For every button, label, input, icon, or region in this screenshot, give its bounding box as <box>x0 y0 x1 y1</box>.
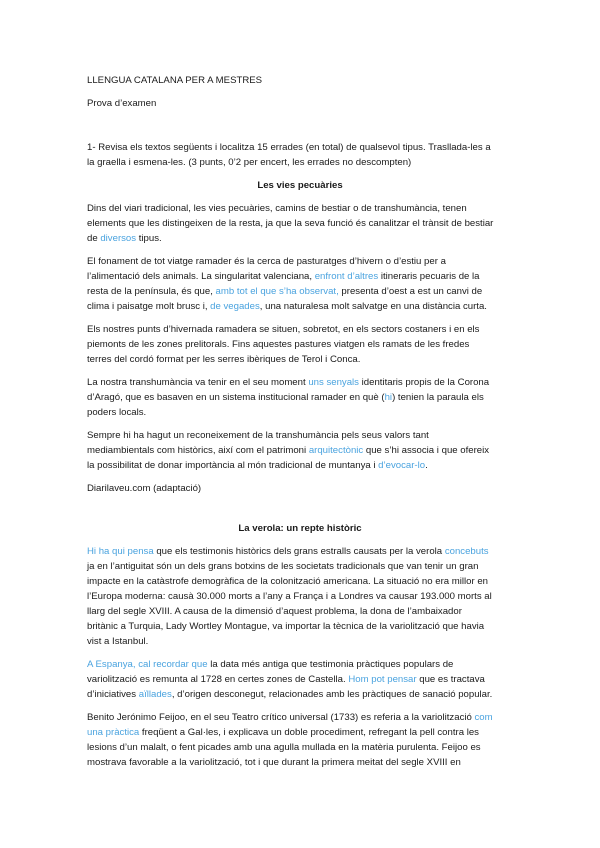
text-segment: mostrava favorable a la variolització, tot i que durant la primera meitat del segle XVIII en <box>87 757 461 768</box>
text-segment: lesions d’un malalt, o fent picades amb una agulla mullada en la matèria purulenta. Feijoo es <box>87 742 481 753</box>
text-segment: impacte en la catàstrofe demogràfica de la colonització americana. La situació no era millor en <box>87 576 489 587</box>
text-segment: l’alimentació dels animals. La singularitat valenciana, <box>87 271 315 282</box>
text-line <box>87 725 517 740</box>
text-line <box>87 619 517 634</box>
text-line <box>87 687 517 702</box>
highlighted-phrase: d’evocar-lo <box>378 460 426 471</box>
text2-title: La verola: un repte històric <box>238 523 362 534</box>
highlighted-phrase: A Espanya, cal recordar que <box>87 659 208 670</box>
highlighted-phrase: hi <box>384 392 393 403</box>
text-segment: poders locals. <box>87 407 147 418</box>
text-line <box>87 710 517 725</box>
text-segment: britànic a Turquia, Lady Wortley Montague, va importar la tècnica de la variolització que havia <box>87 621 485 632</box>
text-segment: clima i paisatge molt brusc i, <box>87 301 211 312</box>
text-line <box>87 672 517 687</box>
text-segment: Benito Jerónimo Feijoo, en el seu Teatro crítico universal (1733) es referia a la variolització <box>87 712 475 723</box>
text-segment: la possibilitat de donar importància al món tradicional de muntanya i <box>87 460 379 471</box>
instruction-line: la graella i esmena-les. (3 punts, 0’2 per encert, les errades no descompten) <box>87 157 412 168</box>
highlighted-phrase: de vegades <box>210 301 260 312</box>
text-line <box>87 428 517 443</box>
text-segment: La nostra transhumància va tenir en el seu moment <box>87 377 309 388</box>
text-line <box>87 544 517 559</box>
text-segment: que els testimonis històrics dels grans estralls causats per la verola <box>153 546 445 557</box>
text-line <box>87 375 517 390</box>
text-line <box>87 299 517 314</box>
text-line <box>87 559 517 574</box>
text-segment: , d’origen desconegut, relacionades amb les pràctiques de sanació popular. <box>171 689 493 700</box>
text-line <box>87 458 517 473</box>
text-line <box>87 216 517 231</box>
text-segment: El fonament de tot viatge ramader és la cerca de pasturatges d’hivern o d’estiu per a <box>87 256 446 267</box>
course-title: LLENGUA CATALANA PER A MESTRES <box>87 75 263 86</box>
highlighted-phrase: com <box>474 712 493 723</box>
text-line <box>87 574 517 589</box>
text-line <box>87 337 517 352</box>
text-segment: terres del cordó format per les serres ibèriques de Terol i Conca. <box>87 354 361 365</box>
text-line <box>87 604 517 619</box>
text-line <box>87 254 517 269</box>
text-segment: Sempre hi ha hagut un reconeixement de la transhumància pels seus valors tant <box>87 430 429 441</box>
highlighted-phrase: uns senyals <box>308 377 359 388</box>
text-line <box>87 740 517 755</box>
text1-title: Les vies pecuàries <box>257 180 343 191</box>
text-segment: ja en l’antiguitat són un dels grans botxins de les societats tradicionals que van tenir un gran <box>87 561 479 572</box>
text-line <box>87 589 517 604</box>
text-line <box>87 269 517 284</box>
highlighted-phrase: enfront d’altres <box>314 271 379 282</box>
text-segment: identitaris propis de la Corona <box>358 377 490 388</box>
text1-source: Diarilaveu.com (adaptació) <box>87 483 202 494</box>
instruction-line: 1- Revisa els textos següents i localitza 15 errades (en total) de qualsevol tipus. Trasllada-les a <box>87 142 491 153</box>
text-segment: Dins del viari tradicional, les vies pecuàries, camins de bestiar o de transhumància, tenen <box>87 203 467 214</box>
text-segment: piemonts de les zones prelitorals. Fins aquestes pastures viatgen els ramats de les fredes <box>87 339 470 350</box>
text-segment: tipus. <box>136 233 162 244</box>
highlighted-phrase: arquitectònic <box>308 445 364 456</box>
text-segment: . <box>425 460 428 471</box>
text-line <box>87 352 517 367</box>
text-line <box>87 443 517 458</box>
highlighted-phrase: concebuts <box>444 546 489 557</box>
text-segment: variolització es remunta al 1728 en certes zones de Castella. <box>87 674 349 685</box>
highlighted-phrase: amb tot el que s’ha observat, <box>215 286 339 297</box>
text-segment: , una naturalesa molt salvatge en una distància curta. <box>259 301 487 312</box>
text-segment: d’Aragó, que es basaven en un sistema institucional ramader en què ( <box>87 392 385 403</box>
highlighted-phrase: aïllades <box>138 689 172 700</box>
text-segment: elements que les distingeixen de la resta, ja que la seva funció és canalitzar el trànsit de bestiar <box>87 218 494 229</box>
text-line <box>87 405 517 420</box>
text-segment: vist a Istanbul. <box>87 636 149 647</box>
text-line <box>87 231 517 246</box>
exam-subtitle: Prova d’examen <box>87 98 157 109</box>
highlighted-phrase: diversos <box>100 233 137 244</box>
text-segment: la data més antiga que testimonia pràctiques populars de <box>207 659 454 670</box>
text-segment: mediambientals com històrics, així com el patrimoni <box>87 445 309 456</box>
text-segment: freqüent a Gal·les, i explicava un doble procediment, refregant la pell contra les <box>139 727 479 738</box>
text-segment: itineraris pecuaris de la <box>378 271 480 282</box>
text-segment: que s’hi associa i que ofereix <box>363 445 490 456</box>
highlighted-phrase: Hom pot pensar <box>348 674 417 685</box>
highlighted-phrase: Hi ha qui pensa <box>87 546 154 557</box>
text-segment: que es tractava <box>416 674 485 685</box>
text-segment: Els nostres punts d’hivernada ramadera se situen, sobretot, en els sectors costaners i en els <box>87 324 480 335</box>
text-segment: d’iniciatives <box>87 689 139 700</box>
text-line <box>87 755 517 770</box>
text-segment: l’Europa moderna: causà 30.000 morts a l’any a França i a Londres va causar 193.000 morts al <box>87 591 492 602</box>
text-segment: ) tenien la paraula els <box>392 392 484 403</box>
text-segment: presenta d’oest a est un canvi de <box>338 286 483 297</box>
text-segment: resta de la península, és que, <box>87 286 216 297</box>
highlighted-phrase: una pràctica <box>87 727 140 738</box>
text-line <box>87 657 517 672</box>
text-line <box>87 634 517 649</box>
text-segment: llarg del segle XVIII. A causa de la dimensió d’aquest problema, la dona de l’ambaixador <box>87 606 462 617</box>
text-segment: de <box>87 233 101 244</box>
text-line <box>87 284 517 299</box>
text-line <box>87 201 517 216</box>
text-line <box>87 322 517 337</box>
text-line <box>87 390 517 405</box>
